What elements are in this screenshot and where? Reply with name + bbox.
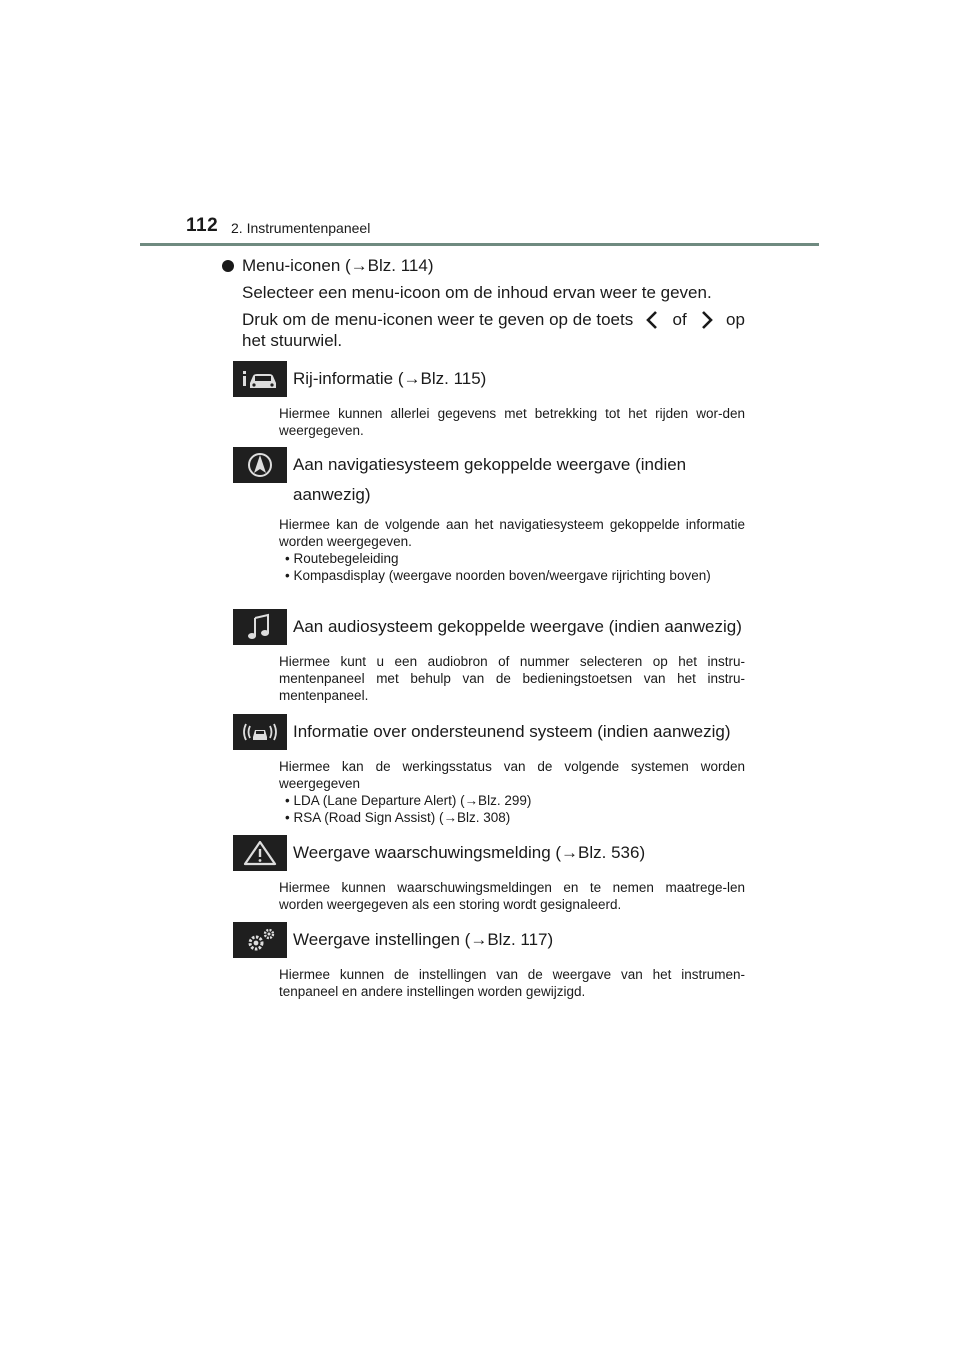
entry-description: Hiermee kan de werkingsstatus van de volgende systemen worden weergegeven <box>279 759 745 791</box>
intro-line-2 <box>242 309 745 331</box>
navigation-arrow-icon <box>233 447 287 483</box>
entry-title: Aan audiosysteem gekoppelde weergave (indien aanwezig) <box>293 617 742 636</box>
car-info-icon <box>233 361 287 397</box>
page-number: 112 <box>186 215 219 236</box>
entry-driving-support <box>233 714 745 826</box>
intro-line-3: het stuurwiel. <box>242 331 343 350</box>
entry-navigation <box>233 447 745 584</box>
entry-warning <box>233 835 745 913</box>
chevron-right-icon <box>695 309 717 331</box>
bullet-icon <box>222 260 234 272</box>
intro-line-1: Selecteer een menu-icoon om de inhoud ervan weer te geven. <box>242 283 712 302</box>
list-item: • Routebegeleiding <box>285 551 399 566</box>
chevron-left-icon <box>642 309 664 331</box>
entry-title: Weergave waarschuwingsmelding (→Blz. 536) <box>293 843 646 862</box>
entry-title: Informatie over ondersteunend systeem (indien aanwezig) <box>293 722 731 741</box>
entry-drive-info <box>233 361 745 439</box>
entry-audio <box>233 609 745 704</box>
list-item: • RSA (Road Sign Assist) (→Blz. 308) <box>285 810 511 825</box>
entry-title: Weergave instellingen (→Blz. 117) <box>293 930 554 949</box>
intro-line-2-text: Druk om de menu-iconen weer te geven op de toets <box>242 310 634 329</box>
entry-description: Hiermee kunnen allerlei gegevens met betrekking tot het rijden wor-den weergegeven. <box>279 406 745 438</box>
menu-icons-bullet <box>222 256 434 276</box>
warning-triangle-icon <box>233 835 287 871</box>
intro-line-2-or: of <box>672 310 687 329</box>
entry-settings <box>233 922 745 1000</box>
entry-description: Hiermee kunnen waarschuwingsmeldingen en te nemen maatrege-len worden weergegeven als een storing wordt gesignaleerd. <box>279 880 745 912</box>
driving-support-icon <box>233 714 287 750</box>
list-item: • Kompasdisplay (weergave noorden boven/weergave rijrichting boven) <box>285 568 711 583</box>
entry-title-line-1: Aan navigatiesysteem gekoppelde weergave (indien <box>293 455 687 474</box>
music-note-icon <box>233 609 287 645</box>
settings-gears-icon <box>233 922 287 958</box>
entry-description: Hiermee kunnen de instellingen van de weergave van het instrumen-tenpaneel en andere instellingen worden gewijzigd. <box>279 967 745 999</box>
entry-title: Rij-informatie (→Blz. 115) <box>293 369 487 388</box>
menu-icons-heading: Menu-iconen (→Blz. 114) <box>242 256 434 275</box>
header-divider <box>140 243 819 246</box>
list-item: • LDA (Lane Departure Alert) (→Blz. 299) <box>285 793 532 808</box>
entry-title-line-2: aanwezig) <box>293 485 371 504</box>
entry-description: Hiermee kunt u een audiobron of nummer selecteren op het instru-mentenpaneel met behulp van de bedieningstoetsen van het instru-mentenpaneel. <box>279 654 745 703</box>
section-title: 2. Instrumentenpaneel <box>231 220 371 236</box>
entry-description: Hiermee kan de volgende aan het navigatiesysteem gekoppelde informatie worden weergegeven. <box>279 517 745 549</box>
intro-line-2-end: op <box>726 310 745 329</box>
entry-title <box>293 447 686 510</box>
